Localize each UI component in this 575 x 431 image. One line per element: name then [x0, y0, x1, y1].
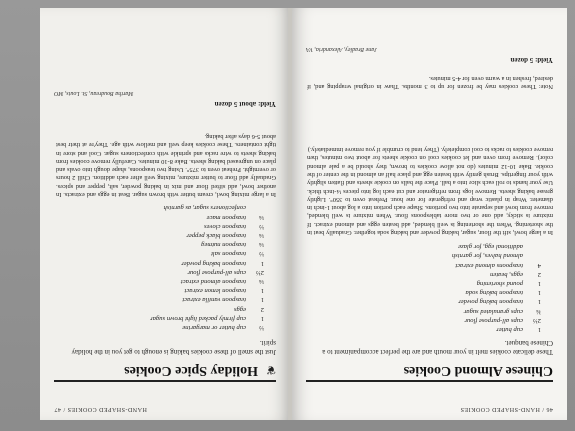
ingredient-quantity: ¾ — [536, 307, 541, 315]
ingredient-name: teaspoon mace — [206, 213, 246, 221]
ingredient-quantity: 1 — [260, 259, 264, 267]
ingredient-name: almond halves, for garnish — [451, 252, 523, 260]
open-book — [40, 8, 567, 420]
ingredient-item — [321, 316, 541, 325]
recipe-title: Holiday Spice Cookies — [124, 363, 258, 378]
ingredient-item — [64, 304, 264, 313]
ingredient-item — [321, 288, 541, 297]
ingredient-item — [64, 249, 264, 258]
ingredient-quantity: 1 — [260, 314, 264, 322]
ingredient-quantity: ½ — [259, 222, 264, 230]
ingredient-quantity — [523, 251, 541, 260]
ingredient-name: teaspoon baking soda — [465, 289, 523, 297]
title-rule — [306, 380, 553, 382]
recipe-intro: Just the smell of these cookies baking is enough to get you in the holiday spirit. — [71, 339, 276, 356]
ingredient-item — [321, 297, 541, 306]
ingredient-name: eggs, beaten — [490, 270, 523, 278]
ingredient-quantity: 2 — [537, 270, 541, 278]
ingredient-name: teaspoon salt — [211, 250, 246, 258]
ingredient-name: cup butter — [496, 326, 523, 333]
ingredient-item — [64, 222, 264, 231]
ingredient-item — [64, 240, 264, 249]
ingredient-item — [321, 251, 541, 260]
ingredient-quantity: 1 — [537, 298, 541, 306]
holly-leaf-icon: ❦ — [265, 363, 276, 377]
recipe-method: In a large mixing bowl, cream butter with brown sugar. Beat in eggs and extracts. In another bowl, add sifted flour and mix in baking powder, salt, pepper and spices. Gradually add flour to butter mixture, mixing well after each addition. Chill 2 hours or overnight. Preheat oven to 375°. Using two teaspoons, shape dough into ovals and place on ungreased baking sheets. Bake 8-10 minutes. Carefully remove cookies from baking sheets to wire racks and sprinkle with confectioners sugar. Cool and store in tight containers. These cookies keep well and mellow with age. They're at their best about 5-6 days after baking. — [56, 132, 276, 198]
ingredient-item — [64, 314, 264, 323]
recipe-title: Chinese Almond Cookies — [403, 363, 553, 378]
ingredient-item — [321, 242, 541, 251]
ingredient-name: cups granulated sugar — [463, 307, 523, 315]
ingredient-quantity: ¼ — [259, 231, 264, 239]
ingredient-quantity: ½ — [259, 250, 264, 258]
running-head: 46 / HAND-SHAPED COOKIES — [460, 406, 553, 412]
ingredient-name: teaspoon lemon extract — [184, 287, 246, 295]
ingredient-quantity: 1 — [260, 296, 264, 304]
ingredient-name: teaspoon baking powder — [181, 259, 246, 267]
title-rule — [54, 380, 276, 382]
ingredient-quantity: 2½ — [255, 268, 264, 276]
ingredient-item — [64, 295, 264, 304]
ingredient-name: cup butter or margarine — [182, 324, 246, 331]
recipe-yield: Yield: about 5 dozen — [214, 100, 276, 108]
ingredient-item — [321, 270, 541, 279]
ingredient-quantity: ¼ — [259, 213, 264, 221]
ingredient-quantity — [246, 203, 264, 212]
ingredient-quantity: 1 — [260, 287, 264, 295]
ingredient-quantity: 1 — [537, 326, 541, 333]
ingredient-item — [64, 323, 264, 332]
ingredient-item — [64, 258, 264, 267]
ingredient-quantity: ¼ — [259, 277, 264, 285]
running-head: HAND-SHAPED COOKIES / 47 — [54, 406, 147, 412]
ingredient-name: eggs — [233, 305, 246, 313]
ingredient-item — [321, 306, 541, 315]
ingredient-item — [64, 212, 264, 221]
ingredient-name: teaspoon almond extract — [180, 277, 246, 285]
recipe-note: Note: These cookies may be frozen for up to 3 months. Thaw in original wrapping and, if desired, freshen in a warm oven for 4-5 minutes. — [307, 74, 553, 90]
ingredient-list — [321, 242, 541, 334]
ingredient-quantity: 2 — [260, 305, 264, 313]
recipe-credit: Martha Boudreau, St. Louis, MO — [54, 90, 134, 96]
left-page-content-upside-down — [40, 8, 290, 420]
ingredient-name: teaspoon baking powder — [458, 298, 523, 306]
ingredient-name: additional egg, for glaze — [458, 243, 523, 251]
ingredient-name: teaspoon nutmeg — [201, 241, 246, 249]
ingredient-quantity — [523, 242, 541, 251]
ingredient-name: pound shortening — [476, 279, 523, 287]
ingredient-name: teaspoon black pepper — [186, 231, 246, 239]
ingredient-name: cups all-purpose flour — [464, 316, 523, 324]
ingredient-item — [64, 286, 264, 295]
recipe-credit: Jane Bradley, Alexandria, VA — [306, 46, 377, 52]
recipe-method: In a large bowl, sift the flour, sugar, baking powder and baking soda together. Gradually beat in the shortening. When the shortening is well blended, add beaten eggs and almond extract. If mixture is sticky, add one or two more tablespoons flour. When mixture is well blended, remove from bowl and separate into two portions. Shape each portion into a log about 1-inch in diameter. Wrap in plastic wrap and refrigerate for one hour. Preheat oven to 350°. Lightly grease baking sheets. Remove logs from refrigerator and cut each log into pieces ¼-inch thick. Use your hands to roll each slice into a ball. Place the balls on cookie sheets and flatten slightly with your fingertips. Brush gently with beaten egg and place half an almond in the center of the cookie. Bake 10-12 minutes (do not allow cookies to brown, they should be a pale almond color). Remove from oven and let cookies cool on cookie sheets for about two minutes, then remove cookies to racks to cool completely. (They tend to crumble if you remove immediately.) — [307, 146, 553, 236]
ingredient-item — [64, 268, 264, 277]
ingredient-quantity: ½ — [259, 324, 264, 331]
right-page-content-upside-down — [292, 8, 567, 420]
ingredient-item — [64, 277, 264, 286]
ingredient-name: teaspoons almond extract — [455, 261, 523, 269]
ingredient-quantity: 1 — [537, 289, 541, 297]
ingredient-item — [64, 203, 264, 212]
ingredient-item — [321, 260, 541, 269]
ingredient-name: teaspoon cloves — [204, 222, 246, 230]
left-page — [40, 8, 290, 420]
ingredient-list — [64, 203, 264, 332]
ingredient-item — [64, 231, 264, 240]
ingredient-name: cups all-purpose flour — [187, 268, 246, 276]
ingredient-item — [321, 325, 541, 334]
ingredient-quantity: 1 — [537, 279, 541, 287]
right-page — [292, 8, 567, 420]
recipe-intro: These delicate cookies melt in your mouth and are the perfect accompaniment to a Chinese banquet. — [322, 339, 553, 356]
ingredient-quantity: 4 — [537, 261, 541, 269]
ingredient-quantity: 2½ — [532, 316, 541, 324]
ingredient-name: teaspoon vanilla extract — [182, 296, 246, 304]
ingredient-item — [321, 279, 541, 288]
ingredient-name: confectioners sugar, as garnish — [163, 204, 246, 212]
ingredient-quantity: ¼ — [259, 241, 264, 249]
recipe-yield: Yield: 5 dozen — [510, 56, 553, 64]
ingredient-name: cup firmly packed light brown sugar — [150, 314, 246, 322]
